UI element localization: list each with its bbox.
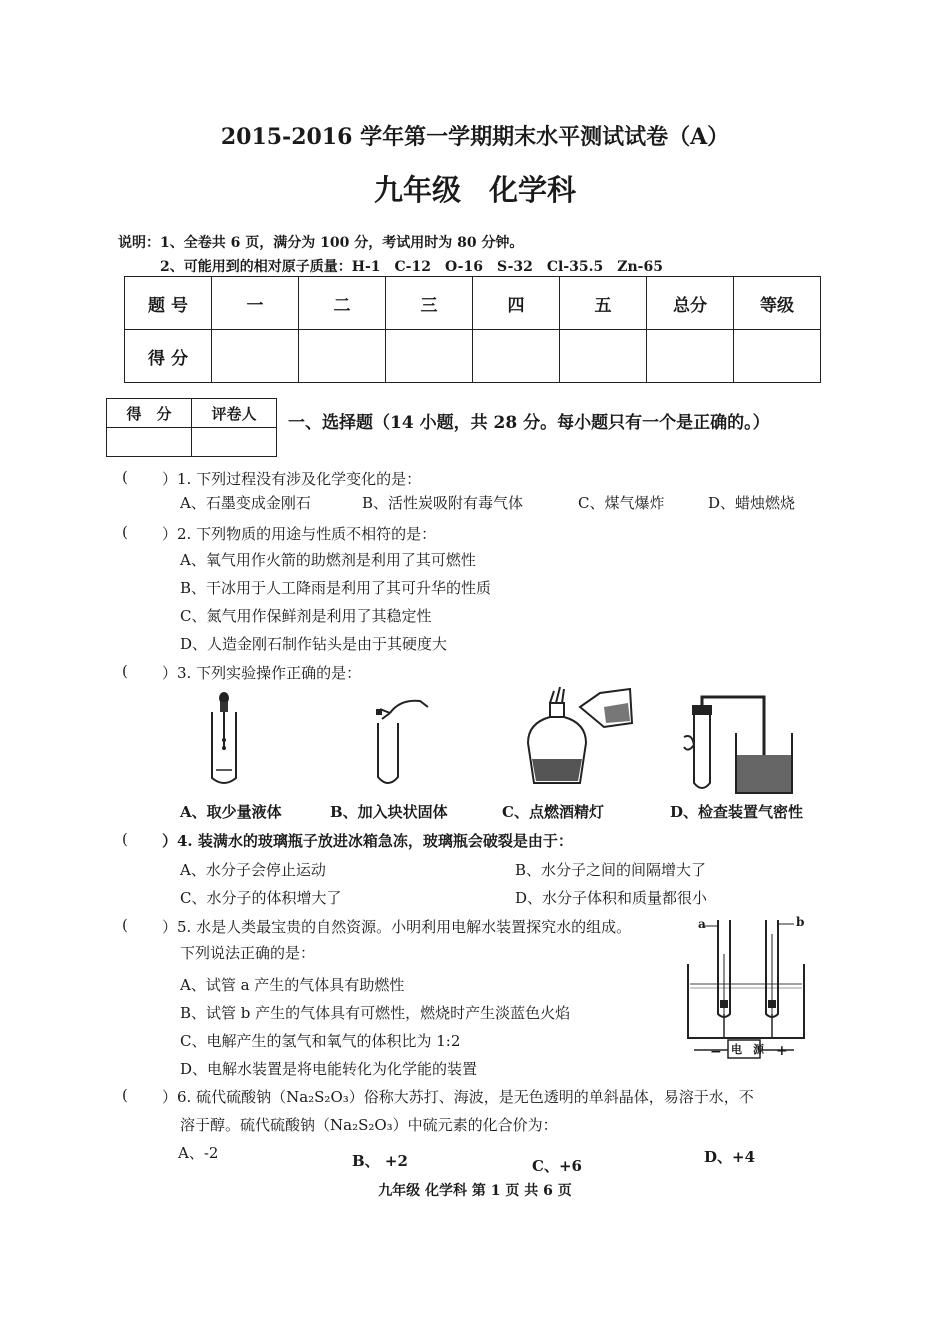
col-header: 等级 bbox=[734, 277, 821, 330]
q3-option-c: C、点燃酒精灯 bbox=[502, 803, 604, 821]
answer-bracket[interactable]: ( bbox=[122, 1086, 128, 1104]
col-header: 五 bbox=[560, 277, 647, 330]
section-title: 一、选择题（14 小题，共 28 分。每小题只有一个是正确的。） bbox=[288, 413, 770, 433]
grade-subject bbox=[0, 168, 950, 209]
answer-bracket[interactable]: ( bbox=[122, 468, 128, 486]
q4-option-b: B、水分子之间的间隔增大了 bbox=[515, 861, 707, 879]
q3-option-b: B、加入块状固体 bbox=[330, 803, 448, 821]
q1-option-b: B、活性炭吸附有毒气体 bbox=[362, 494, 524, 512]
q6-option-a: A、-2 bbox=[178, 1144, 219, 1162]
airtight-check-figure bbox=[680, 693, 810, 803]
col-header: 三 bbox=[386, 277, 473, 330]
label-a: a bbox=[698, 917, 706, 931]
q5-option-a: A、试管 a 产生的气体具有助燃性 bbox=[180, 976, 405, 994]
q5-option-c: C、电解产生的氢气和氧气的体积比为 1:2 bbox=[180, 1032, 461, 1050]
question-2-stem: ）2. 下列物质的用途与性质不相符的是： bbox=[162, 525, 437, 543]
q2-option-c: C、氮气用作保鲜剂是利用了其稳定性 bbox=[180, 607, 432, 625]
q4-option-d: D、水分子体积和质量都很小 bbox=[515, 889, 708, 907]
q1-option-d: D、蜡烛燃烧 bbox=[708, 494, 796, 512]
power-label: 电 源 bbox=[731, 1043, 764, 1056]
score-cell[interactable] bbox=[386, 330, 473, 383]
q2-option-d: D、人造金刚石制作钻头是由于其硬度大 bbox=[180, 635, 448, 653]
q6-option-b: B、 +2 bbox=[352, 1152, 408, 1170]
note-line-1: 说明：1、全卷共 6 页，满分为 100 分，考试用时为 80 分钟。 bbox=[118, 235, 524, 251]
q4-option-c: C、水分子的体积增大了 bbox=[180, 889, 342, 907]
col-header: 总分 bbox=[647, 277, 734, 330]
answer-bracket[interactable]: ( bbox=[122, 523, 128, 541]
score-cell[interactable] bbox=[647, 330, 734, 383]
score-table-score-row bbox=[125, 330, 821, 383]
row-header-cell: 题 号 bbox=[125, 277, 212, 330]
q6-option-d: D、+4 bbox=[704, 1148, 756, 1166]
alcohol-lamp-figure bbox=[520, 683, 640, 793]
q1-option-c: C、煤气爆炸 bbox=[578, 494, 665, 512]
score-table-header-row bbox=[125, 277, 821, 330]
tweezers-test-tube-figure bbox=[360, 693, 440, 793]
score-table bbox=[124, 276, 821, 383]
label-b: b bbox=[796, 915, 805, 929]
score-row-label: 得 分 bbox=[125, 330, 212, 383]
score-cell[interactable] bbox=[473, 330, 560, 383]
col-header: 一 bbox=[212, 277, 299, 330]
question-5-stem-2: 下列说法正确的是： bbox=[180, 944, 316, 962]
grader-score-cell[interactable] bbox=[107, 428, 192, 457]
dropper-test-tube-figure bbox=[200, 690, 250, 790]
grader-label: 评卷人 bbox=[192, 399, 277, 428]
col-header: 二 bbox=[299, 277, 386, 330]
subject: 化学科 bbox=[489, 173, 577, 207]
q2-option-b: B、干冰用于人工降雨是利用了其可升华的性质 bbox=[180, 579, 492, 597]
score-cell[interactable] bbox=[560, 330, 647, 383]
q1-option-a: A、石墨变成金刚石 bbox=[180, 494, 311, 512]
grade: 九年级 bbox=[373, 173, 461, 207]
q4-option-a: A、水分子会停止运动 bbox=[180, 861, 326, 879]
grader-score-label: 得 分 bbox=[107, 399, 192, 428]
q6-option-c: C、+6 bbox=[532, 1157, 582, 1175]
question-4-stem: ）4. 装满水的玻璃瓶子放进冰箱急冻，玻璃瓶会破裂是由于： bbox=[162, 832, 573, 850]
answer-bracket[interactable]: ( bbox=[122, 830, 128, 848]
question-5-stem: ）5. 水是人类最宝贵的自然资源。小明利用电解水装置探究水的组成。 bbox=[162, 918, 632, 936]
answer-bracket[interactable]: ( bbox=[122, 662, 128, 680]
score-cell[interactable] bbox=[734, 330, 821, 383]
question-6-stem-2: 溶于醇。硫代硫酸钠（Na₂S₂O₃）中硫元素的化合价为： bbox=[180, 1116, 558, 1134]
score-cell[interactable] bbox=[299, 330, 386, 383]
answer-bracket[interactable]: ( bbox=[122, 916, 128, 934]
q5-option-b: B、试管 b 产生的气体具有可燃性，燃烧时产生淡蓝色火焰 bbox=[180, 1004, 571, 1022]
question-3-stem: ）3. 下列实验操作正确的是： bbox=[162, 664, 362, 682]
page-footer: 九年级 化学科 第 1 页 共 6 页 bbox=[378, 1183, 572, 1199]
minus-label: − bbox=[710, 1044, 722, 1060]
grader-name-cell[interactable] bbox=[192, 428, 277, 457]
q2-option-a: A、氧气用作火箭的助燃剂是利用了其可燃性 bbox=[180, 551, 476, 569]
score-cell[interactable] bbox=[212, 330, 299, 383]
col-header: 四 bbox=[473, 277, 560, 330]
note-line-2: 2、可能用到的相对原子质量：H-1 C-12 O-16 S-32 Cl-35.5 Zn-65 bbox=[160, 259, 663, 275]
question-1-stem: ）1. 下列过程没有涉及化学变化的是： bbox=[162, 470, 422, 488]
q5-option-d: D、电解水装置是将电能转化为化学能的装置 bbox=[180, 1060, 478, 1078]
exam-title: 2015-2016 学年第一学期期末水平测试试卷（A） bbox=[220, 124, 730, 150]
plus-label: + bbox=[776, 1043, 788, 1059]
q3-option-a: A、取少量液体 bbox=[180, 803, 282, 821]
q3-option-d: D、检查装置气密性 bbox=[670, 803, 804, 821]
question-6-stem: ）6. 硫代硫酸钠（Na₂S₂O₃）俗称大苏打、海波，是无色透明的单斜晶体，易溶于水，不 bbox=[162, 1088, 754, 1106]
grader-box bbox=[106, 398, 277, 457]
